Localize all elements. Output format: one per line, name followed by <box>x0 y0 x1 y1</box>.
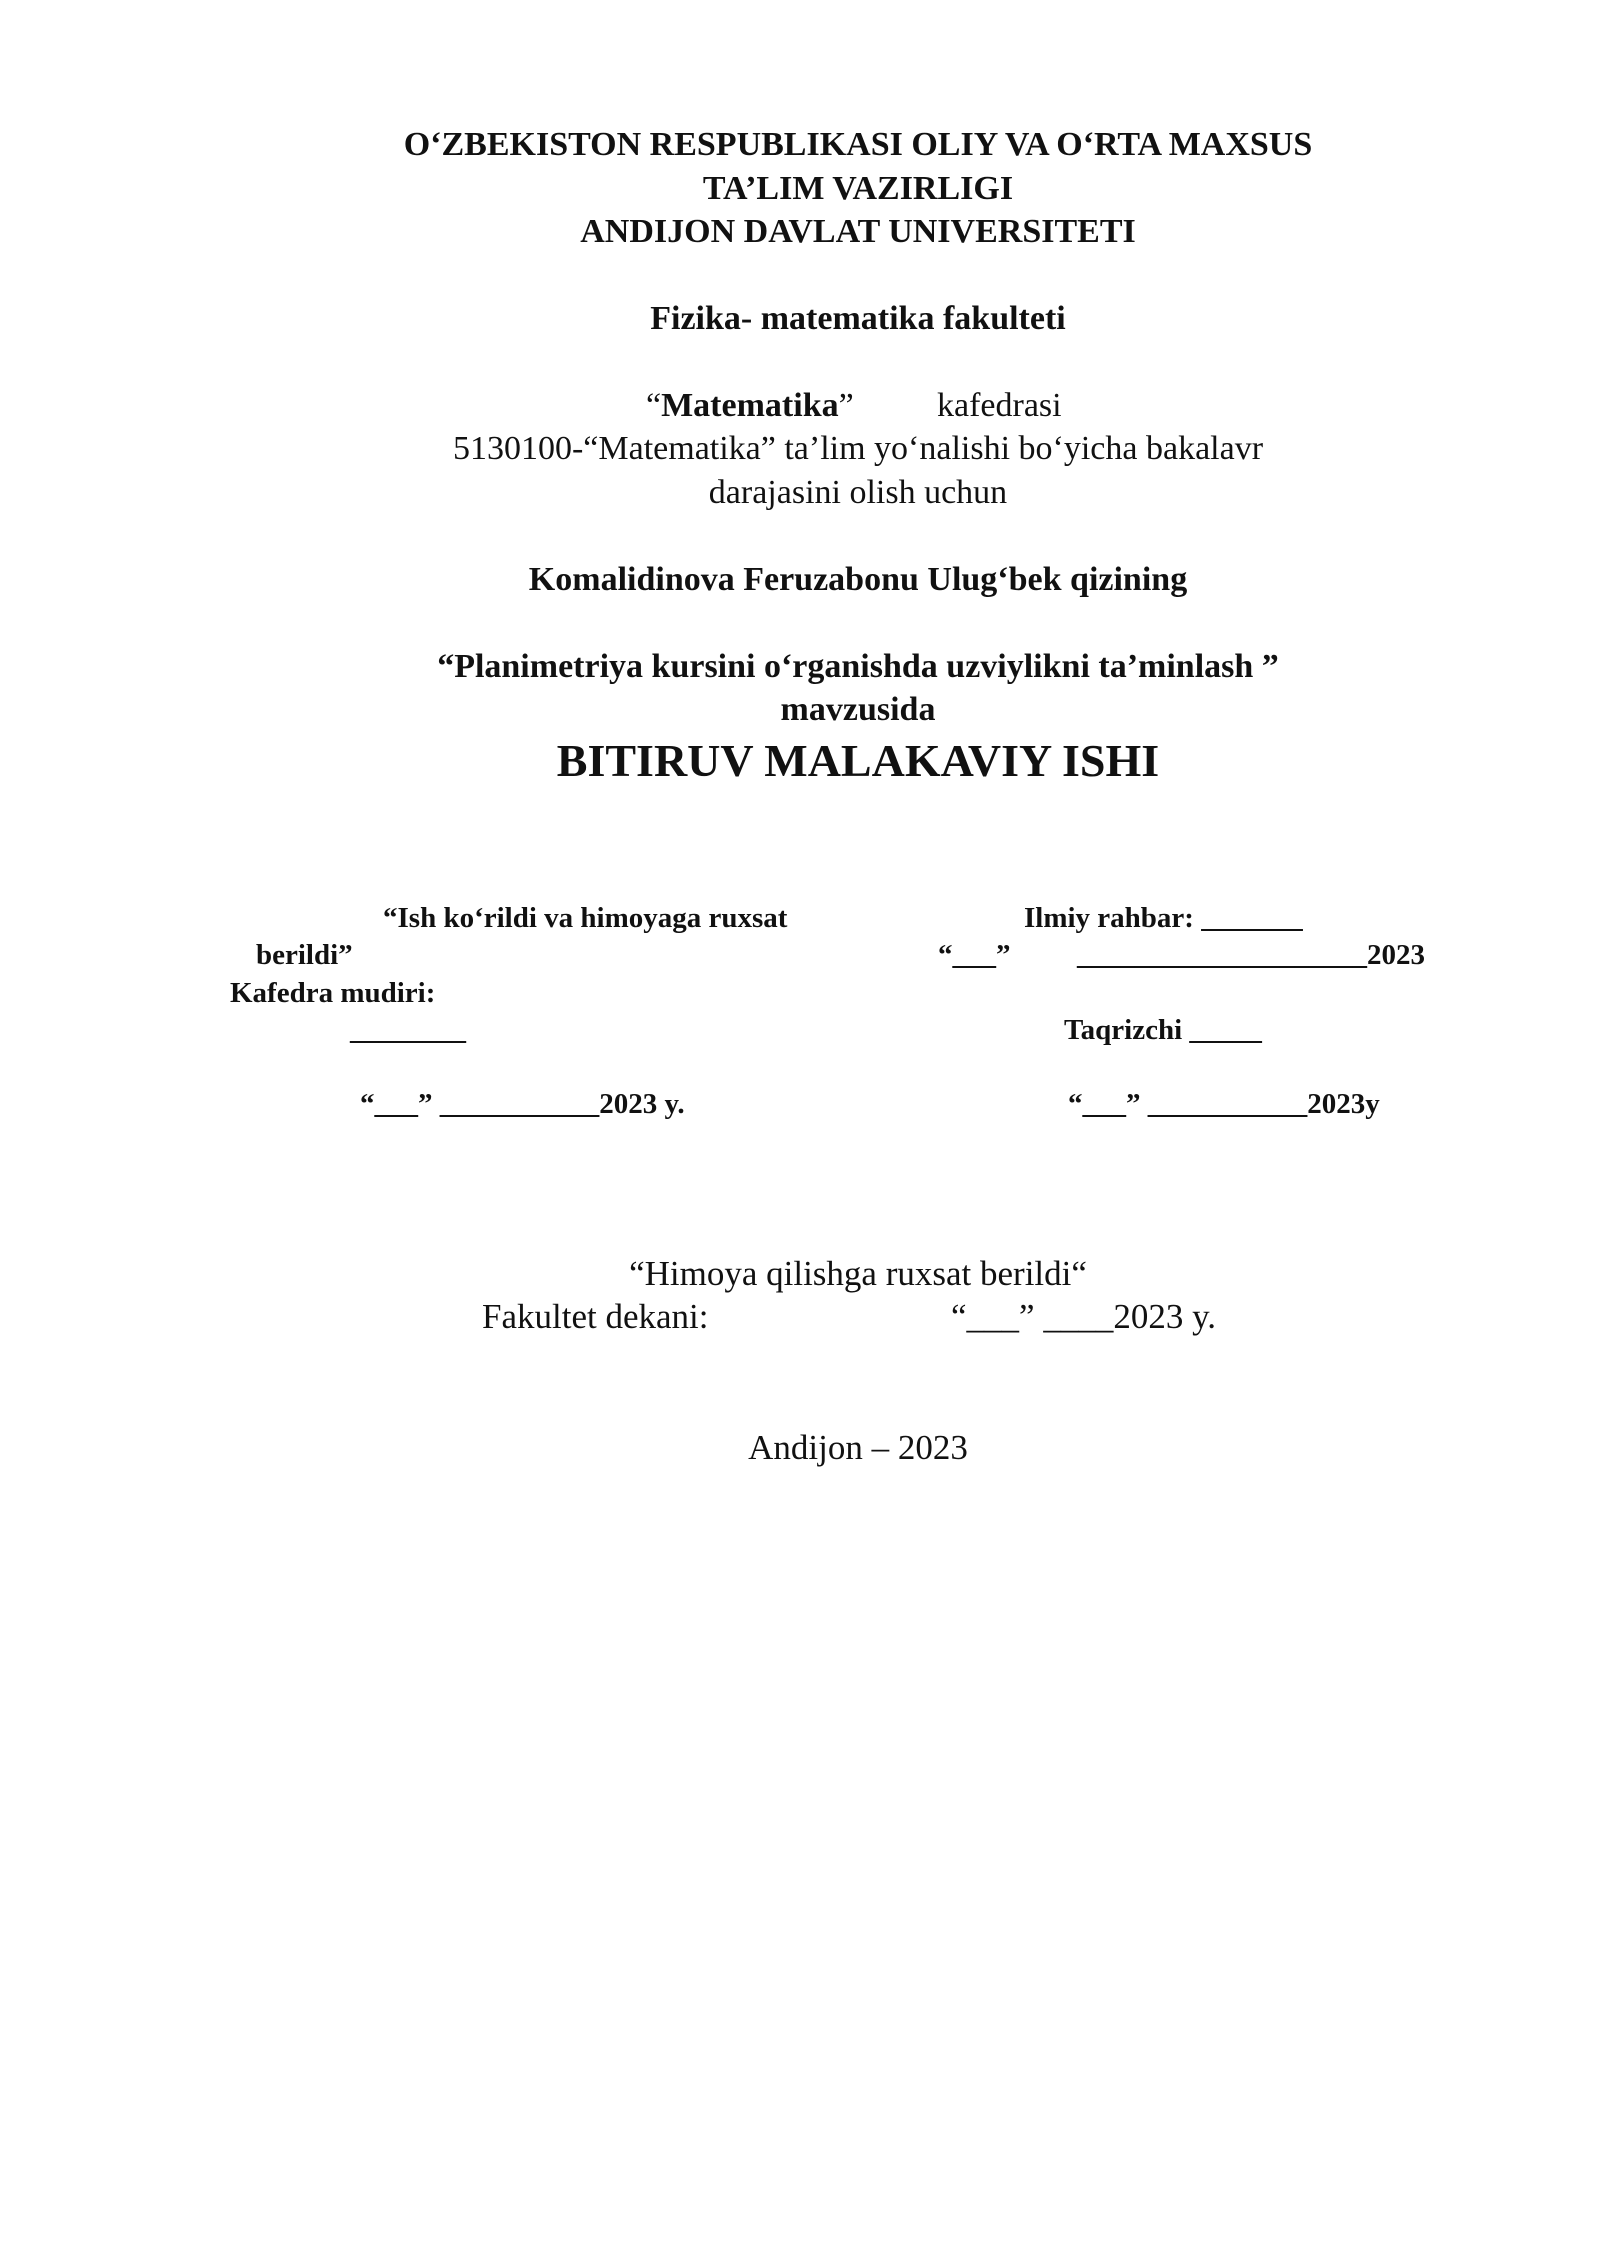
reviewer-date: “___” ___________2023y <box>1068 1088 1380 1120</box>
dean-date: “___” ____2023 y. <box>951 1297 1217 1336</box>
department-name <box>646 389 854 423</box>
reviewer-label: Taqrizchi _____ <box>1064 1014 1262 1046</box>
department-name-text: Matematika <box>661 387 839 424</box>
advisor-date-quote: “___” <box>938 939 1011 971</box>
dean-label: Fakultet dekani: <box>482 1297 709 1336</box>
quote-close: ” <box>838 387 854 424</box>
place-year: Andijon – 2023 <box>748 1428 968 1467</box>
document-title: BITIRUV MALAKAVIY ISHI <box>556 735 1160 786</box>
approval-text-cont: berildi” <box>256 939 353 971</box>
ministry-heading: O‘ZBEKISTON RESPUBLIKASI OLIY VA O‘RTA MAXSUS <box>403 126 1313 163</box>
university-name: ANDIJON DAVLAT UNIVERSITETI <box>580 213 1136 250</box>
head-of-department-label: Kafedra mudiri: <box>230 977 436 1009</box>
advisor-date-line: ____________________2023 <box>1077 939 1425 971</box>
defense-permission: “Himoya qilishga ruxsat berildi“ <box>629 1254 1087 1293</box>
degree-line-2: darajasini olish uchun <box>708 474 1008 511</box>
topic-line-1: “Planimetriya kursini o‘rganishda uzviylikni ta’minlash ” <box>437 648 1279 685</box>
quote-open: “ <box>646 387 662 424</box>
topic-line-2: mavzusida <box>780 691 936 728</box>
head-signature-line: ________ <box>350 1014 466 1046</box>
ministry-heading-cont: TA’LIM VAZIRLIGI <box>702 170 1014 207</box>
head-signature-date: “___” ___________2023 y. <box>360 1088 685 1120</box>
student-name: Komalidinova Feruzabonu Ulug‘bek qizining <box>528 561 1188 598</box>
department-suffix: kafedrasi <box>937 387 1062 424</box>
approval-text: “Ish ko‘rildi va himoyaga ruxsat <box>383 902 788 934</box>
faculty-name: Fizika- matematika fakulteti <box>650 300 1066 337</box>
degree-line-1: 5130100-“Matematika” ta’lim yo‘nalishi bo‘yicha bakalavr <box>452 430 1264 467</box>
advisor-label: Ilmiy rahbar: _______ <box>1024 902 1303 934</box>
